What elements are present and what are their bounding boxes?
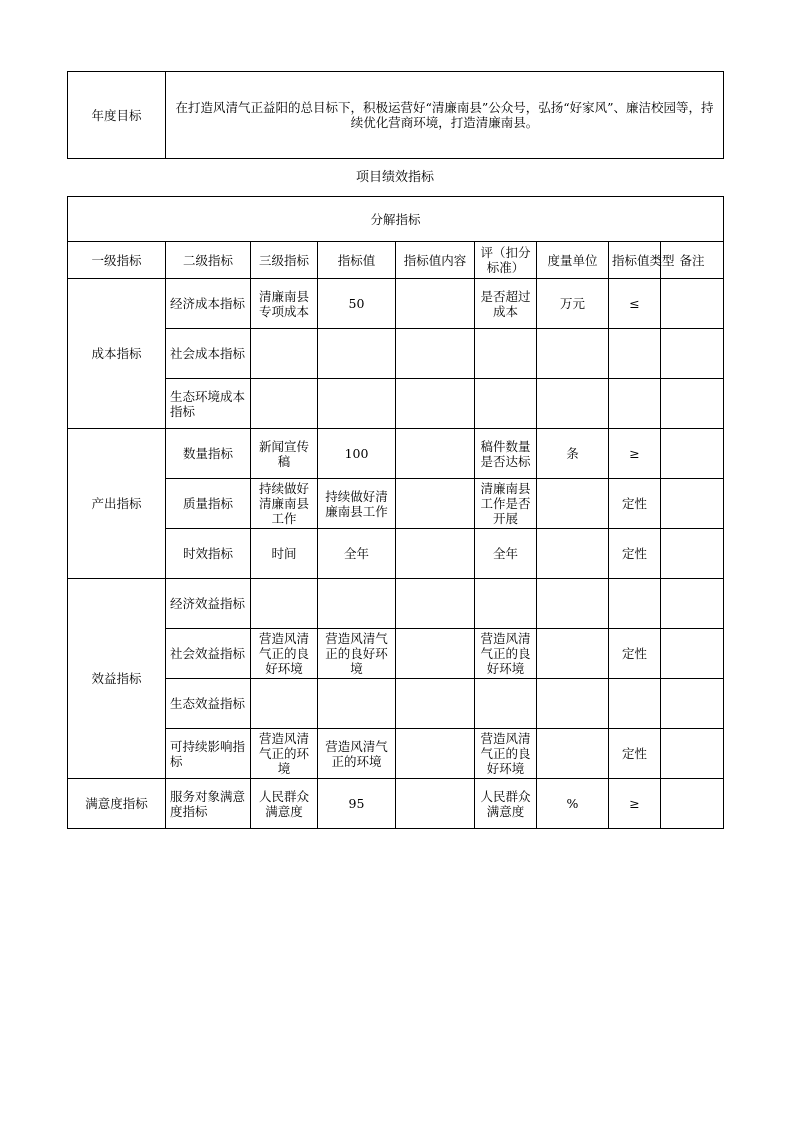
value-type-cell: ≤ — [609, 279, 661, 329]
value-type-cell: 定性 — [609, 629, 661, 679]
unit-cell — [537, 329, 609, 379]
level3-cell — [251, 679, 318, 729]
scoring-cell: 是否超过成本 — [475, 279, 537, 329]
value-type-cell: 定性 — [609, 529, 661, 579]
level3-cell: 人民群众满意度 — [251, 779, 318, 829]
remark-cell — [661, 629, 724, 679]
header-value-type: 指标值类型 — [609, 242, 661, 279]
level2-cell: 质量指标 — [166, 479, 251, 529]
value-content-cell — [396, 629, 475, 679]
level3-cell — [251, 329, 318, 379]
header-remark: 备注 — [661, 242, 724, 279]
value-cell: 营造风清气正的环境 — [318, 729, 396, 779]
group-header: 分解指标 — [68, 197, 724, 242]
remark-cell — [661, 679, 724, 729]
value-type-cell: 定性 — [609, 479, 661, 529]
level1-cell: 成本指标 — [68, 279, 166, 429]
remark-cell — [661, 779, 724, 829]
level3-cell: 持续做好清廉南县工作 — [251, 479, 318, 529]
level3-cell — [251, 579, 318, 629]
table-row — [68, 379, 724, 429]
value-content-cell — [396, 379, 475, 429]
table-row — [68, 329, 724, 379]
remark-cell — [661, 529, 724, 579]
value-content-cell — [396, 529, 475, 579]
value-cell — [318, 329, 396, 379]
unit-cell: 条 — [537, 429, 609, 479]
value-type-cell: 定性 — [609, 729, 661, 779]
unit-cell — [537, 579, 609, 629]
performance-indicator-table — [67, 196, 724, 829]
level2-cell: 可持续影响指标 — [166, 729, 251, 779]
value-cell: 持续做好清廉南县工作 — [318, 479, 396, 529]
remark-cell — [661, 379, 724, 429]
table-row — [68, 679, 724, 729]
value-content-cell — [396, 279, 475, 329]
value-content-cell — [396, 729, 475, 779]
value-type-cell: ≥ — [609, 779, 661, 829]
table-row — [68, 729, 724, 779]
value-cell: 营造风清气正的良好环境 — [318, 629, 396, 679]
level3-cell: 清廉南县专项成本 — [251, 279, 318, 329]
scoring-cell: 全年 — [475, 529, 537, 579]
remark-cell — [661, 429, 724, 479]
annual-goal-text: 在打造风清气正益阳的总目标下，积极运营好“清廉南县”公众号，弘扬“好家风”、廉洁校园等，持续优化营商环境，打造清廉南县。 — [166, 72, 724, 159]
unit-cell — [537, 379, 609, 429]
level2-cell: 经济效益指标 — [166, 579, 251, 629]
header-value-content: 指标值内容 — [396, 242, 475, 279]
header-unit: 度量单位 — [537, 242, 609, 279]
header-value: 指标值 — [318, 242, 396, 279]
annual-goal-table — [67, 71, 724, 159]
scoring-cell — [475, 679, 537, 729]
level2-cell: 社会效益指标 — [166, 629, 251, 679]
value-content-cell — [396, 479, 475, 529]
remark-cell — [661, 479, 724, 529]
value-type-cell: ≥ — [609, 429, 661, 479]
group-header-row — [68, 197, 724, 242]
header-level1: 一级指标 — [68, 242, 166, 279]
annual-goal-label: 年度目标 — [68, 72, 166, 159]
value-cell — [318, 579, 396, 629]
value-cell: 全年 — [318, 529, 396, 579]
level3-cell: 新闻宣传稿 — [251, 429, 318, 479]
value-cell: 50 — [318, 279, 396, 329]
header-level3: 三级指标 — [251, 242, 318, 279]
header-level2: 二级指标 — [166, 242, 251, 279]
remark-cell — [661, 729, 724, 779]
section-title: 项目绩效指标 — [355, 170, 434, 185]
scoring-cell: 营造风清气正的良好环境 — [475, 629, 537, 679]
table-row — [68, 579, 724, 629]
unit-cell: 万元 — [537, 279, 609, 329]
level3-cell — [251, 379, 318, 429]
scoring-cell: 营造风清气正的良好环境 — [475, 729, 537, 779]
remark-cell — [661, 279, 724, 329]
level2-cell: 社会成本指标 — [166, 329, 251, 379]
value-content-cell — [396, 329, 475, 379]
scoring-cell: 清廉南县工作是否开展 — [475, 479, 537, 529]
value-type-cell — [609, 579, 661, 629]
value-content-cell — [396, 579, 475, 629]
value-type-cell — [609, 329, 661, 379]
value-cell: 100 — [318, 429, 396, 479]
level2-cell: 服务对象满意度指标 — [166, 779, 251, 829]
value-type-cell — [609, 379, 661, 429]
remark-cell — [661, 329, 724, 379]
unit-cell: % — [537, 779, 609, 829]
level3-cell: 营造风清气正的良好环境 — [251, 629, 318, 679]
unit-cell — [537, 529, 609, 579]
header-row — [68, 242, 724, 279]
scoring-cell — [475, 329, 537, 379]
level2-cell: 经济成本指标 — [166, 279, 251, 329]
unit-cell — [537, 479, 609, 529]
value-type-cell — [609, 679, 661, 729]
table-row — [68, 279, 724, 329]
level1-cell: 满意度指标 — [68, 779, 166, 829]
table-row — [68, 529, 724, 579]
scoring-cell — [475, 579, 537, 629]
unit-cell — [537, 679, 609, 729]
level2-cell: 生态环境成本指标 — [166, 379, 251, 429]
performance-table-body — [68, 197, 724, 829]
value-content-cell — [396, 679, 475, 729]
value-cell: 95 — [318, 779, 396, 829]
remark-cell — [661, 579, 724, 629]
level3-cell: 时间 — [251, 529, 318, 579]
value-cell — [318, 679, 396, 729]
table-row — [68, 429, 724, 479]
table-row — [68, 479, 724, 529]
level2-cell: 数量指标 — [166, 429, 251, 479]
value-content-cell — [396, 779, 475, 829]
level2-cell: 时效指标 — [166, 529, 251, 579]
table-row — [68, 629, 724, 679]
level3-cell: 营造风清气正的环境 — [251, 729, 318, 779]
scoring-cell — [475, 379, 537, 429]
table-row — [68, 779, 724, 829]
level1-cell: 效益指标 — [68, 579, 166, 779]
value-content-cell — [396, 429, 475, 479]
annual-goal-row — [68, 72, 724, 159]
unit-cell — [537, 629, 609, 679]
unit-cell — [537, 729, 609, 779]
scoring-cell: 人民群众满意度 — [475, 779, 537, 829]
scoring-cell: 稿件数量是否达标 — [475, 429, 537, 479]
header-scoring: 评（扣分标准） — [475, 242, 537, 279]
value-cell — [318, 379, 396, 429]
level2-cell: 生态效益指标 — [166, 679, 251, 729]
level1-cell: 产出指标 — [68, 429, 166, 579]
